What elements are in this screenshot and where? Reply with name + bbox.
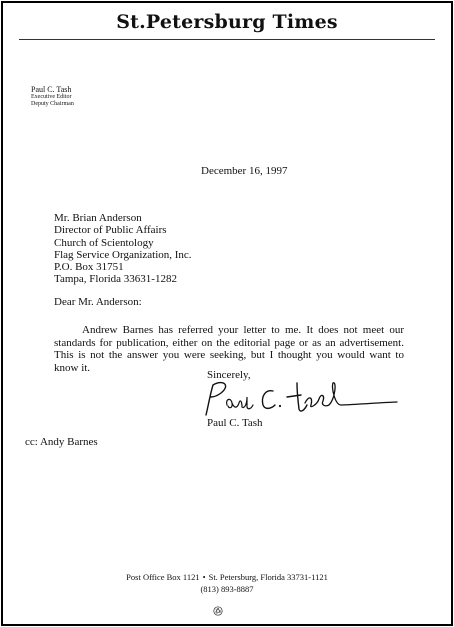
- signer-name: Paul C. Tash: [207, 417, 263, 429]
- footer-phone: (813) 893-8887: [200, 584, 254, 594]
- recipient-line: Mr. Brian Anderson: [54, 212, 142, 224]
- recipient-line: Director of Public Affairs: [54, 224, 167, 237]
- letter-page: [1, 1, 453, 626]
- footer-address-right: St. Petersburg, Florida 33731-1121: [208, 572, 328, 582]
- letter-date: December 16, 1997: [201, 165, 288, 177]
- footer-address-left: Post Office Box 1121: [126, 572, 200, 582]
- salutation: Dear Mr. Anderson:: [54, 296, 142, 308]
- recycle-icon: [213, 606, 223, 616]
- newspaper-masthead: St.Petersburg Times: [116, 11, 338, 33]
- recipient-address: [54, 212, 192, 286]
- recipient-line: Church of Scientology: [54, 236, 154, 249]
- carbon-copy-line: cc: Andy Barnes: [25, 436, 98, 448]
- closing: Sincerely,: [207, 369, 251, 381]
- handwritten-signature: [201, 375, 401, 421]
- recipient-line: Flag Service Organization, Inc.: [54, 248, 192, 261]
- letter-body: Andrew Barnes has referred your letter to me. It does not meet our standards for publication, either on the editorial page or as an advertisement. This is not the answer you were seeking, but I thought you would want to know it.: [54, 324, 404, 374]
- masthead-rule: [19, 39, 435, 40]
- recipient-line: P.O. Box 31751: [54, 261, 124, 274]
- sender-title-2: Deputy Chairman: [31, 101, 74, 107]
- sender-title-1: Executive Editor: [31, 94, 72, 100]
- recipient-line: Tampa, Florida 33631-1282: [54, 273, 177, 286]
- footer-address: [3, 571, 451, 595]
- sender-name: Paul C. Tash: [31, 85, 72, 94]
- sender-block: [31, 86, 74, 108]
- footer-address-line: [3, 571, 451, 583]
- footer-bullet: •: [202, 572, 206, 582]
